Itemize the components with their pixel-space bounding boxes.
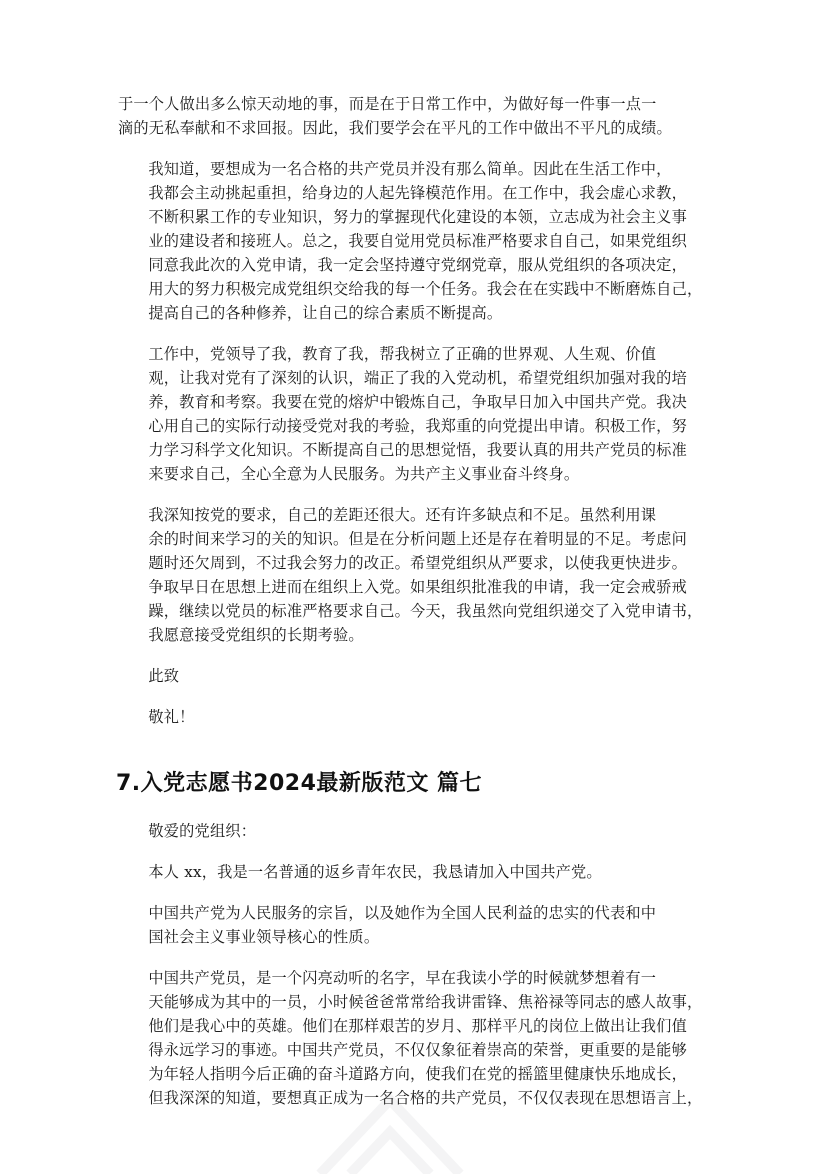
paragraph bbox=[118, 860, 718, 884]
paragraph bbox=[118, 966, 718, 1110]
text-line: 得永远学习的事迹。中国共产党员，不仅仅象征着崇高的荣誉，更重要的是能够 bbox=[148, 1041, 687, 1059]
text-line: 滴的无私奉献和不求回报。因此，我们要学会在平凡的工作中做出不平凡的成绩。 bbox=[118, 119, 672, 137]
paragraph bbox=[118, 664, 718, 688]
paragraph bbox=[118, 342, 718, 486]
text-line: 中国共产党为人民服务的宗旨，以及她作为全国人民利益的忠实的代表和中 bbox=[148, 904, 657, 922]
text-line: 我知道，要想成为一名合格的共产党员并没有那么简单。因此在生活工作中， bbox=[148, 160, 672, 178]
text-line: 敬爱的党组织： bbox=[148, 822, 257, 840]
text-line: 于一个人做出多么惊天动地的事，而是在于日常工作中，为做好每一件事一点一 bbox=[118, 95, 657, 113]
text-line: 养，教育和考察。我要在党的熔炉中锻炼自己，争取早日加入中国共产党。我决 bbox=[148, 393, 687, 411]
text-line: 提高自己的各种修养，让自己的综合素质不断提高。 bbox=[148, 304, 503, 322]
text-line: 争取早日在思想上进而在组织上入党。如果组织批准我的申请，我一定会戒骄戒 bbox=[148, 578, 687, 596]
text-line: 心用自己的实际行动接受党对我的考验，我郑重的向党提出申请。积极工作，努 bbox=[148, 417, 687, 435]
section-heading: 7.入党志愿书2024最新版范文 篇七 bbox=[116, 771, 483, 796]
text-line: 不断积累工作的专业知识，努力的掌握现代化建设的本领，立志成为社会主义事 bbox=[148, 208, 687, 226]
text-line: 我都会主动挑起重担，给身边的人起先锋模范作用。在工作中，我会虚心求教， bbox=[148, 184, 687, 202]
text-line: 题时还欠周到，不过我会努力的改正。希望党组织从严要求，以使我更快进步。 bbox=[148, 554, 687, 572]
document-body bbox=[118, 92, 718, 1127]
text-line: 同意我此次的入党申请，我一定会坚持遵守党纲党章，服从党组织的各项决定， bbox=[148, 256, 687, 274]
text-line: 我深知按党的要求，自己的差距还很大。还有许多缺点和不足。虽然利用课 bbox=[148, 506, 657, 524]
text-line: 余的时间来学习的关的知识。但是在分析问题上还是存在着明显的不足。考虑问 bbox=[148, 530, 687, 548]
text-line: 我愿意接受党组织的长期考验。 bbox=[148, 626, 364, 644]
paragraphs-after bbox=[118, 819, 718, 1110]
text-line: 观，让我对党有了深刻的认识，端正了我的入党动机，希望党组织加强对我的培 bbox=[148, 369, 687, 387]
text-line: 中国共产党员，是一个闪亮动听的名字，早在我读小学的时候就梦想着有一 bbox=[148, 969, 657, 987]
paragraph bbox=[118, 901, 718, 949]
text-line: 工作中，党领导了我，教育了我，帮我树立了正确的世界观、人生观、价值 bbox=[148, 345, 657, 363]
paragraph bbox=[118, 157, 718, 325]
text-line: 躁，继续以党员的标准严格要求自己。今天，我虽然向党组织递交了入党申请书， bbox=[148, 602, 703, 620]
paragraph bbox=[118, 705, 718, 729]
paragraph bbox=[118, 503, 718, 647]
text-line: 但我深深的知道，要想真正成为一名合格的共产党员，不仅仅表现在思想语言上， bbox=[148, 1089, 703, 1107]
text-line: 国社会主义事业领导核心的性质。 bbox=[148, 928, 380, 946]
text-line: 业的建设者和接班人。总之，我要自觉用党员标准严格要求自自己，如果党组织 bbox=[148, 232, 687, 250]
text-line: 用大的努力积极完成党组织交给我的每一个任务。我会在在实践中不断磨炼自己， bbox=[148, 280, 703, 298]
text-line: 本人 xx，我是一名普通的返乡青年农民，我恳请加入中国共产党。 bbox=[148, 863, 602, 881]
paragraph bbox=[118, 92, 718, 140]
text-line: 敬礼！ bbox=[148, 708, 195, 726]
text-line: 为年轻人指明今后正确的奋斗道路方向，使我们在党的摇篮里健康快乐地成长， bbox=[148, 1065, 687, 1083]
paragraph bbox=[118, 819, 718, 843]
text-line: 天能够成为其中的一员，小时候爸爸常常给我讲雷锋、焦裕禄等同志的感人故事， bbox=[148, 993, 703, 1011]
text-line: 力学习科学文化知识。不断提高自己的思想觉悟，我要认真的用共产党员的标准 bbox=[148, 441, 687, 459]
text-line: 此致 bbox=[148, 667, 180, 685]
paragraphs-before bbox=[118, 92, 718, 729]
text-line: 他们是我心中的英雄。他们在那样艰苦的岁月、那样平凡的岗位上做出让我们值 bbox=[148, 1017, 687, 1035]
text-line: 来要求自己，全心全意为人民服务。为共产主义事业奋斗终身。 bbox=[148, 465, 580, 483]
